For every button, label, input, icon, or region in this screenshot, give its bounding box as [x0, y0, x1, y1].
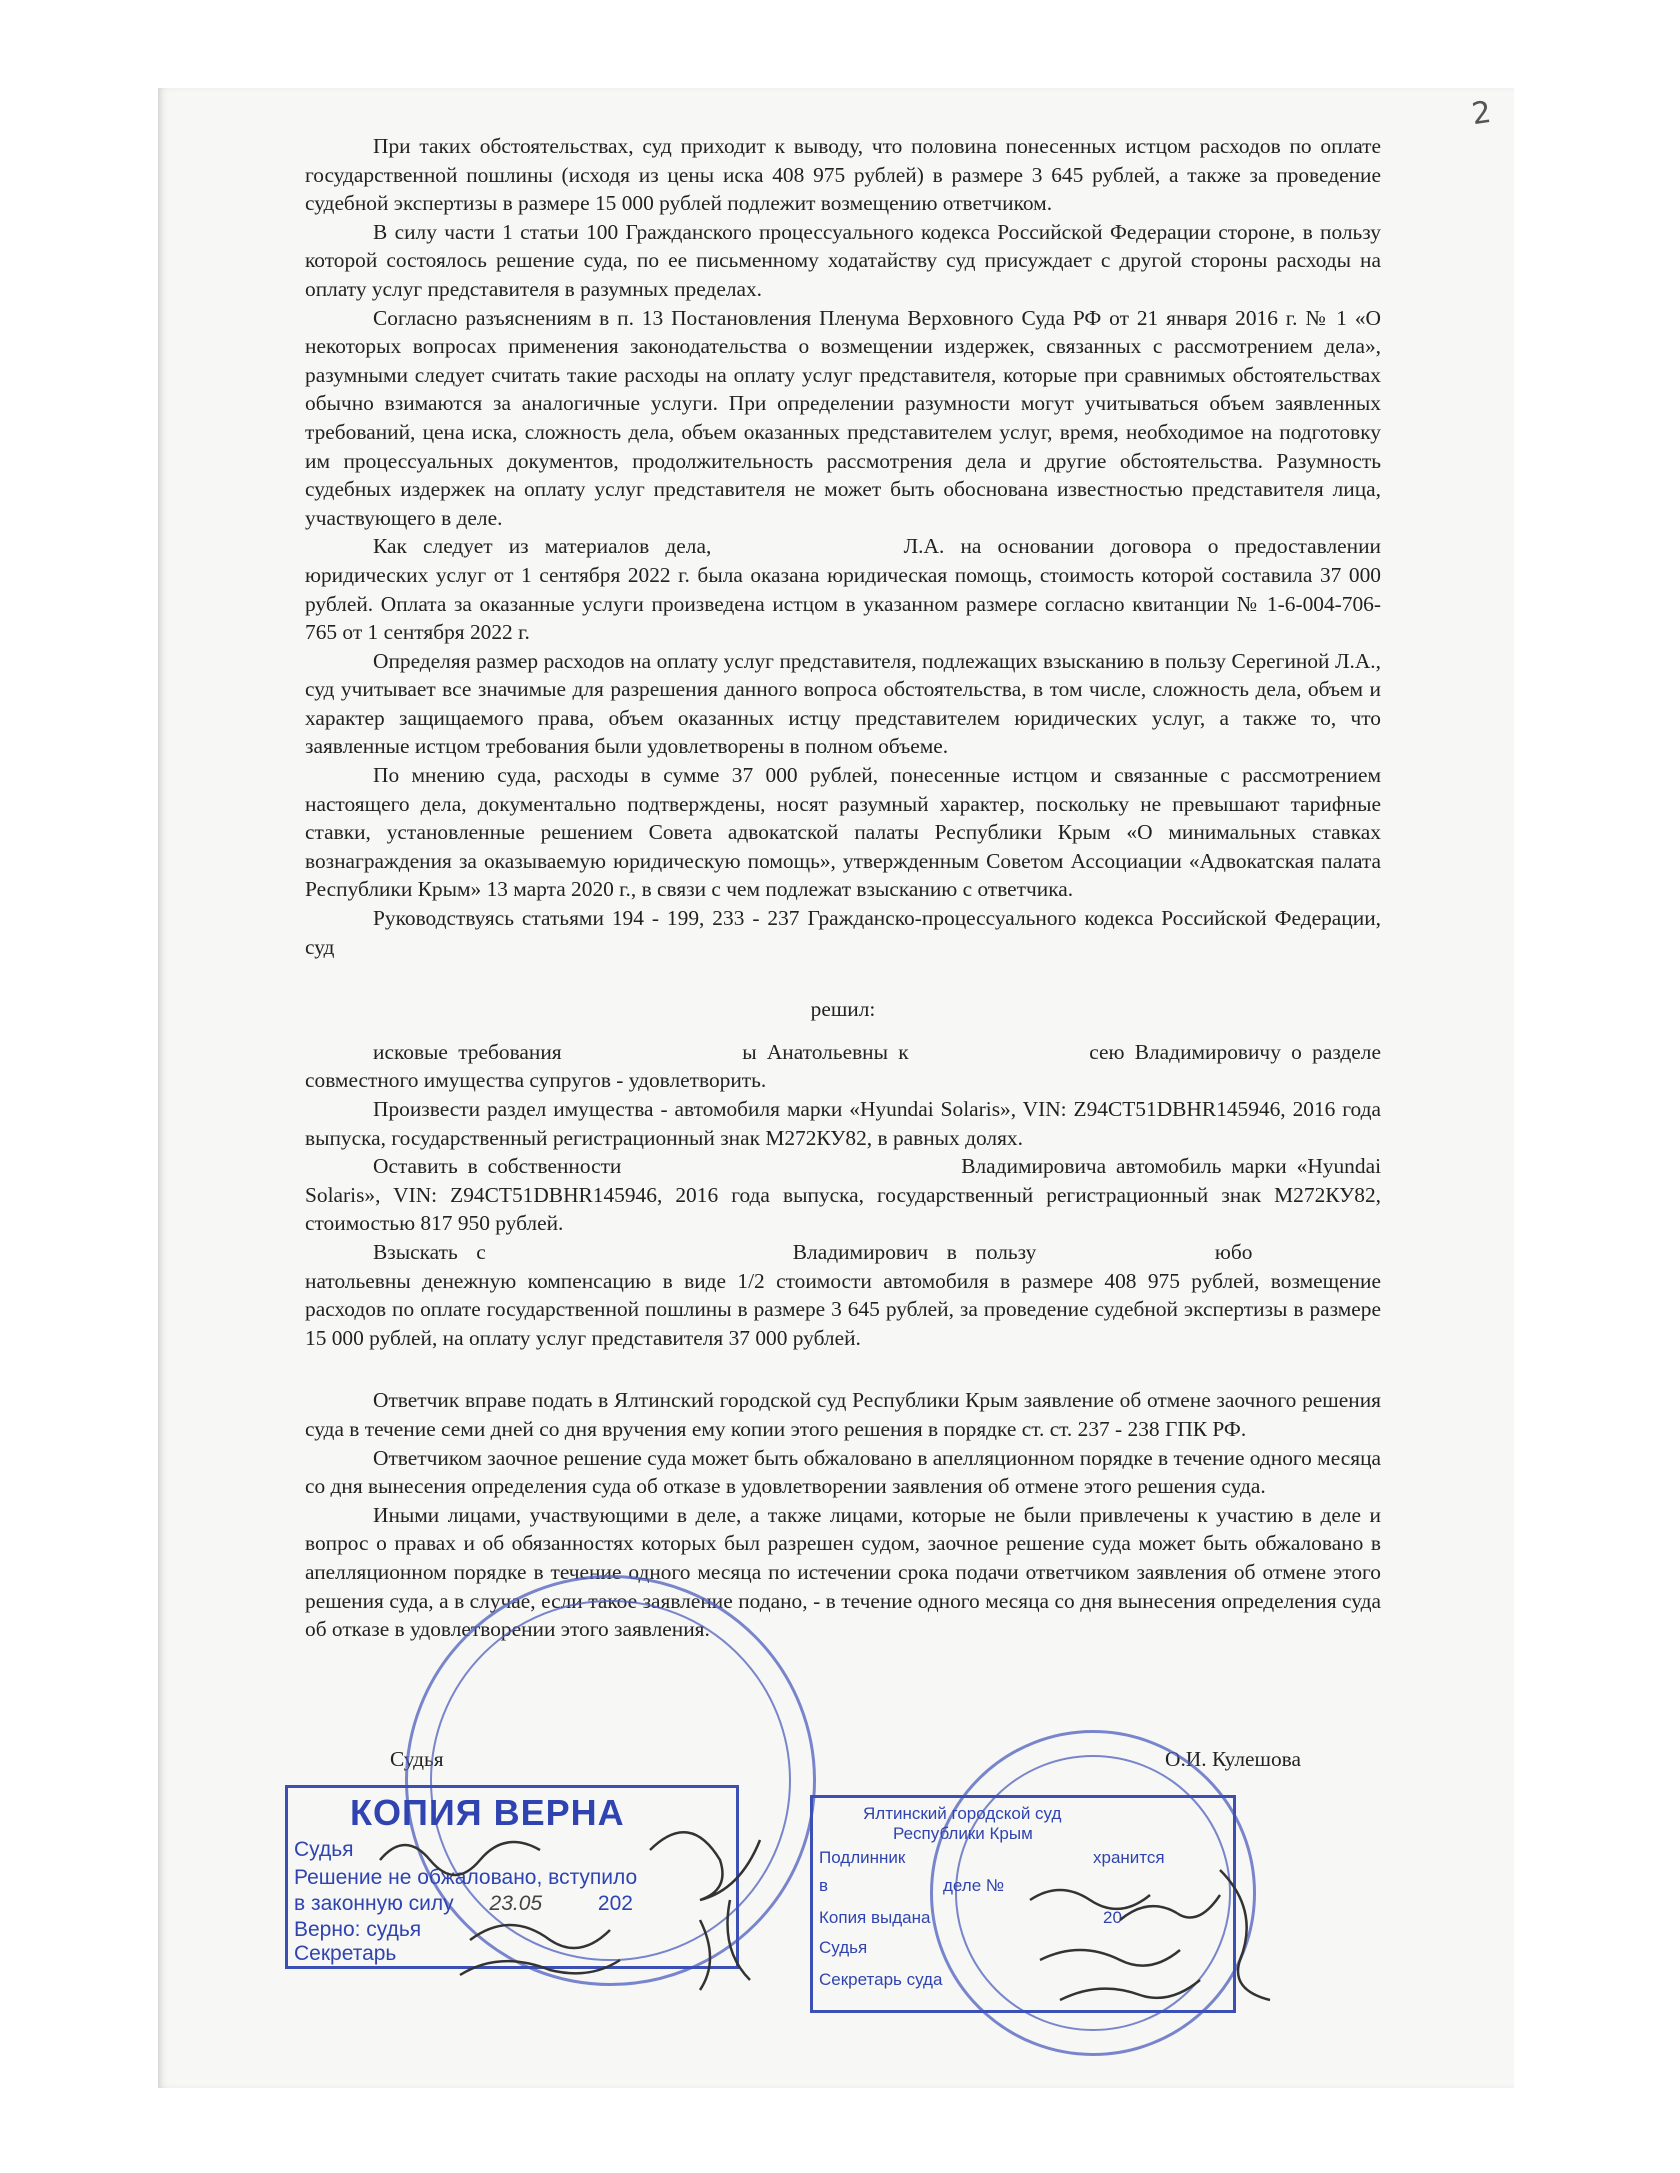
appeal-cancel: Ответчик вправе подать в Ялтинский городской суд Республики Крым заявление об отмене заочного решения суда в течение семи дней со дня вручения ему копии этого решения в порядке ст. ст. 237 - 238 ГПК РФ. — [305, 1388, 1381, 1441]
stamp-verified: Верно: судья — [294, 1918, 422, 1941]
decision-leave-a: Оставить в собственности — [373, 1154, 622, 1179]
registry-stored: хранится — [1093, 1848, 1165, 1867]
paragraph-article-100: В силу части 1 статьи 100 Гражданского процессуального кодекса Российской Федерации стороне, в пользу которой состоялось решение суда, по ее письменному ходатайству суд присуждает с другой стороны расходы на оплату услуг представителя в разумных пределах. — [305, 219, 1381, 301]
copy-certified-title: КОПИЯ ВЕРНА — [350, 1792, 625, 1833]
decision-claim — [305, 1038, 1381, 1095]
paragraph-legal-services-start: Как следует из материалов дела, — [373, 534, 712, 559]
decision-recover — [305, 1238, 1381, 1352]
decision-recover-a: Взыскать с — [373, 1239, 486, 1264]
registry-secretary: Секретарь суда — [819, 1970, 943, 1989]
page-number: 2 — [1469, 94, 1494, 133]
decision-claim-c: сею Владимировичу о разделе совместного имущества супругов - удовлетворить. — [305, 1039, 1381, 1093]
registry-judge: Судья — [819, 1938, 868, 1957]
paragraph-guided-by: Руководствуясь статьями 194 - 199, 233 - 237 Гражданско-процессуального кодекса Российской Федерации, суд — [305, 906, 1381, 959]
decision-claim-a: исковые требования — [373, 1039, 562, 1064]
judge-name: О.И. Кулешова — [1165, 1747, 1301, 1771]
stamp-secretary: Секретарь — [294, 1942, 397, 1965]
paragraph-court-opinion: По мнению суда, расходы в сумме 37 000 рублей, понесенные истцом и связанные с рассмотрением настоящего дела, документально подтверждены, носят разумный характер, поскольку не превышают тарифные ставки, установленные решением Совета адвокатской палаты Республики Крым «О минимальных ставках вознаграждения за оказываемую юридическую помощь», утвержденным Советом Ассоциации «Адвокатская палата Республики Крым» 13 марта 2020 г., в связи с чем подлежат взысканию с ответчика. — [305, 763, 1381, 902]
decision-recover-b: Владимирович в пользу — [792, 1239, 1037, 1264]
paragraph-costs-half: При таких обстоятельствах, суд приходит к выводу, что половина понесенных истцом расходов по оплате государственной пошлины (исходя из цены иска 408 975 рублей) в размере 3 645 рублей, а также за проведение судебной экспертизы в размере 15 000 рублей подлежит возмещению ответчиком. — [305, 134, 1381, 216]
paragraph-plenum-clarification: Согласно разъяснениям в п. 13 Постановления Пленума Верховного Суда РФ от 21 января 2016 г. № 1 «О некоторых вопросах применения законодательства о возмещении издержек, связанных с рассмотрением дела», разумными следует считать такие расходы на оплату услуг представителя, которые при сравнимых обстоятельствах обычно взимаются за аналогичные услуги. При определении разумности могут учитываться объем заявленных требований, цена иска, сложность дела, объем оказанных представителем услуг, время, необходимое на подготовку им процессуальных документов, продолжительность рассмотрения дела и другие обстоятельства. Разумность судебных издержек на оплату услуг представителя не может быть обоснована известностью представителя лица, участвующего в деле. — [305, 305, 1381, 530]
decision-leave — [305, 1152, 1381, 1238]
registry-original: Подлинник — [819, 1848, 906, 1867]
decision-divide: Произвести раздел имущества - автомобиля марки «Hyundai Solaris», VIN: Z94CT51DBHR145946, 2016 года выпуска, государственный регистрационный знак М272КУ82, в равных долях. — [305, 1097, 1381, 1150]
decision-recover-d: натольевны денежную компенсацию в виде 1/2 стоимости автомобиля в размере 408 975 рублей, возмещение расходов по оплате государственной пошлины в размере 3 645 рублей, за проведение судебной экспертизы в размере 15 000 рублей, на оплату услуг представителя 37 000 рублей. — [305, 1268, 1381, 1350]
judge-label: Судья — [390, 1747, 444, 1771]
paragraph-legal-services — [305, 532, 1381, 646]
stamp-judge-label: Судья — [294, 1838, 354, 1861]
stamp-entered-force-label: в законную силу — [294, 1892, 454, 1915]
registry-case-number: деле № — [943, 1876, 1005, 1895]
handwritten-signatures-left — [350, 1800, 810, 2000]
decision-recover-c: юбо — [1214, 1239, 1253, 1264]
decision-heading: решил: — [810, 997, 876, 1022]
decision-body — [305, 132, 1381, 1644]
registry-court-region: Республики Крым — [893, 1824, 1033, 1843]
appeal-respondent: Ответчиком заочное решение суда может быть обжаловано в апелляционном порядке в течение одного месяца со дня вынесения определения суда об отказе в удовлетворении заявления об отмене этого решения суда. — [305, 1445, 1382, 1499]
handwritten-signatures-right — [1020, 1850, 1320, 2030]
stamp-entered-force-date: 23.05 — [489, 1892, 543, 1915]
registry-in: в — [819, 1876, 829, 1895]
paragraph-legal-services-rest: Л.А. на основании договора о предоставлении юридических услуг от 1 сентября 2022 г. была оказана юридическая помощь, стоимость которой составила 37 000 рублей. Оплата за оказанные услуги произведена истцом в указанном размере согласно квитанции № 1-6-004-706-765 от 1 сентября 2022 г. — [305, 534, 1381, 645]
registry-year: 20 — [1103, 1908, 1122, 1927]
appeal-others: Иными лицами, участвующими в деле, а также лицами, которые не были привлечены к участию в деле и вопрос о правах и об обязанностях которых был разрешен судом, заочное решение суда может быть обжаловано в апелляционном порядке в течение одного месяца по истечении срока подачи ответчиком заявления об отмене этого решения суда, а в случае, если такое заявление подано, - в течение одного месяца со дня вынесения определения суда об отказе в удовлетворении этого заявления. — [305, 1502, 1381, 1642]
decision-claim-b: ы Анатольевны к — [742, 1039, 909, 1064]
paragraph-determining-size: Определяя размер расходов на оплату услуг представителя, подлежащих взысканию в пользу Серегиной Л.А., суд учитывает все значимые для разрешения данного вопроса обстоятельства, в том числе, сложность дела, объем и характер защищаемого права, объем оказанных истцу представителем юридических услуг, а также то, что заявленные истцом требования были удовлетворены в полном объеме. — [305, 648, 1381, 759]
decision-leave-b: Владимировича автомобиль марки «Hyundai Solaris», VIN: Z94CT51DBHR145946, 2016 года выпуска, государственный регистрационный знак М272КУ82, стоимостью 817 950 рублей. — [305, 1154, 1382, 1236]
registry-court-name: Ялтинский городской суд — [863, 1804, 1062, 1823]
stamp-not-appealed: Решение не обжаловано, вступило — [294, 1866, 638, 1889]
registry-copy-issued: Копия выдана — [819, 1908, 931, 1927]
stamp-entered-force-year: 202 — [597, 1892, 633, 1915]
